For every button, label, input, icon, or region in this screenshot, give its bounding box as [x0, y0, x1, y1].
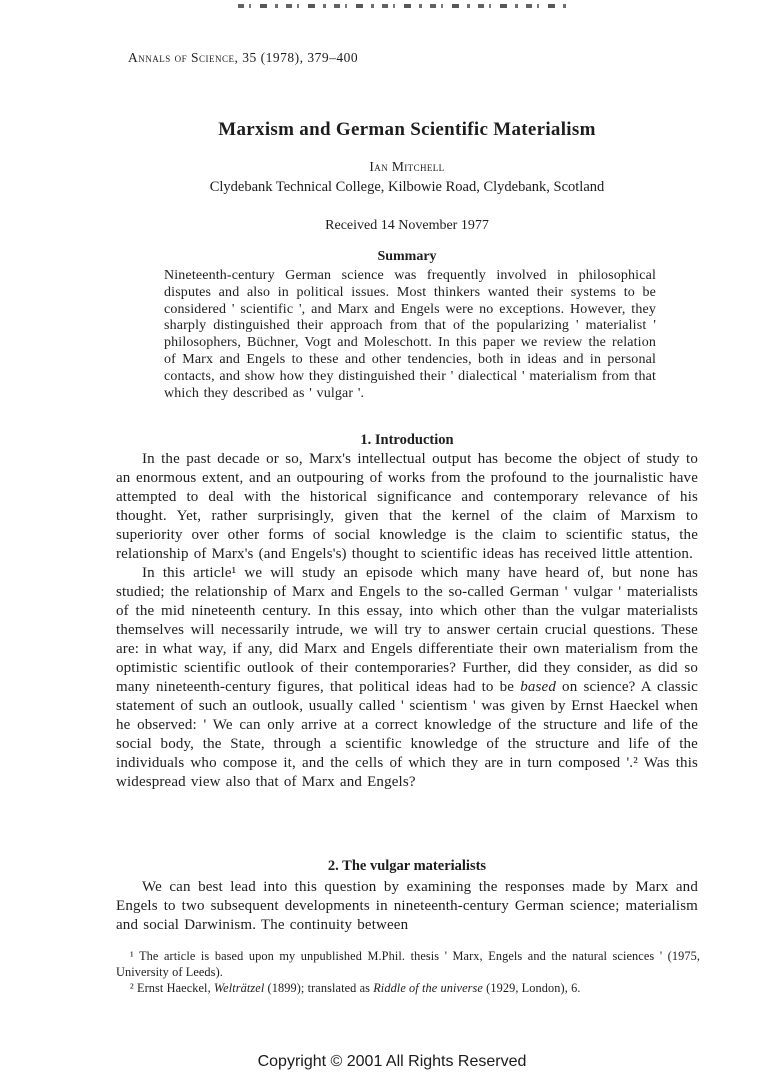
summary-text: Nineteenth-century German science was frequently involved in philosophical disputes and also in political issues. Most thinkers wanted their systems to be considered ' scientific ', and Marx and Engels were no exceptions. However, they sharply distinguished their approach from that of the popularizing ' materialist ' philosophers, Büchner, Vogt and Moleschott. In this paper we review the relation of Marx and Engels to these and other tendencies, both in ideas and in personal contacts, and show how they distinguished their ' dialectical ' materialism from that which they described as ' vulgar '.	[164, 268, 656, 401]
author-name: Ian Mitchell	[369, 159, 445, 174]
footnotes-block	[116, 948, 700, 996]
section-heading-introduction: 1. Introduction	[360, 432, 454, 448]
article-title: Marxism and German Scientific Materialism	[218, 119, 596, 140]
summary-heading: Summary	[377, 249, 437, 264]
journal-citation: Annals of Science, 35 (1978), 379–400	[128, 50, 359, 65]
introduction-paragraph-1: In the past decade or so, Marx's intellectual output has become the object of study to an enormous extent, and an outpouring of works from the profound to the journalistic have attempted to deal with the historical significance and contemporary relevance of his thought. Yet, rather surprisingly, given that the kernel of the claim of Marxism to superiority over other forms of social knowledge is the claim to scientific status, the relationship of Marx's (and Engels's) thought to scientific ideas has received little attention.	[116, 451, 698, 562]
vulgar-materialists-paragraph-1: We can best lead into this question by examining the responses made by Marx and Engels to two subsequent developments in nineteenth-century German science; materialism and social Darwinism. The continuity between	[116, 879, 698, 933]
footnote-2: ² Ernst Haeckel, Welträtzel (1899); translated as Riddle of the universe (1929, London), 6.	[130, 981, 581, 995]
copyright-notice: Copyright © 2001 All Rights Reserved	[257, 1053, 527, 1070]
scan-artifact-cropped-text	[238, 4, 568, 8]
author-affiliation: Clydebank Technical College, Kilbowie Road, Clydebank, Scotland	[209, 179, 605, 195]
footnote-1: ¹ The article is based upon my unpublished M.Phil. thesis ' Marx, Engels and the natural sciences ' (1975, University of Leeds).	[116, 949, 700, 979]
introduction-section-body	[116, 450, 698, 792]
introduction-paragraph-2: In this article¹ we will study an episode which many have heard of, but none has studied; the relationship of Marx and Engels to the so-called German ' vulgar ' materialists of the mid nineteenth century. In this essay, into which other than the vulgar materialists themselves will necessarily intrude, we will try to answer certain crucial questions. These are: in what way, if any, did Marx and Engels differentiate their own materialism from the optimistic scientific outlook of their contemporaries? Further, did they consider, as did so many nineteenth-century figures, that political ideas had to be based on science? A classic statement of such an outlook, usually called ' scientism ' was given by Ernst Haeckel when he observed: ' We can only arrive at a correct knowledge of the structure and life of the social body, the State, through a scientific knowledge of the structure and life of the individuals who compose it, and the cells of which they are in turn composed '.² Was this widespread view also that of Marx and Engels?	[116, 565, 698, 790]
received-date: Received 14 November 1977	[325, 218, 489, 233]
vulgar-materialists-section-body	[116, 878, 698, 935]
section-heading-vulgar-materialists: 2. The vulgar materialists	[327, 858, 487, 874]
